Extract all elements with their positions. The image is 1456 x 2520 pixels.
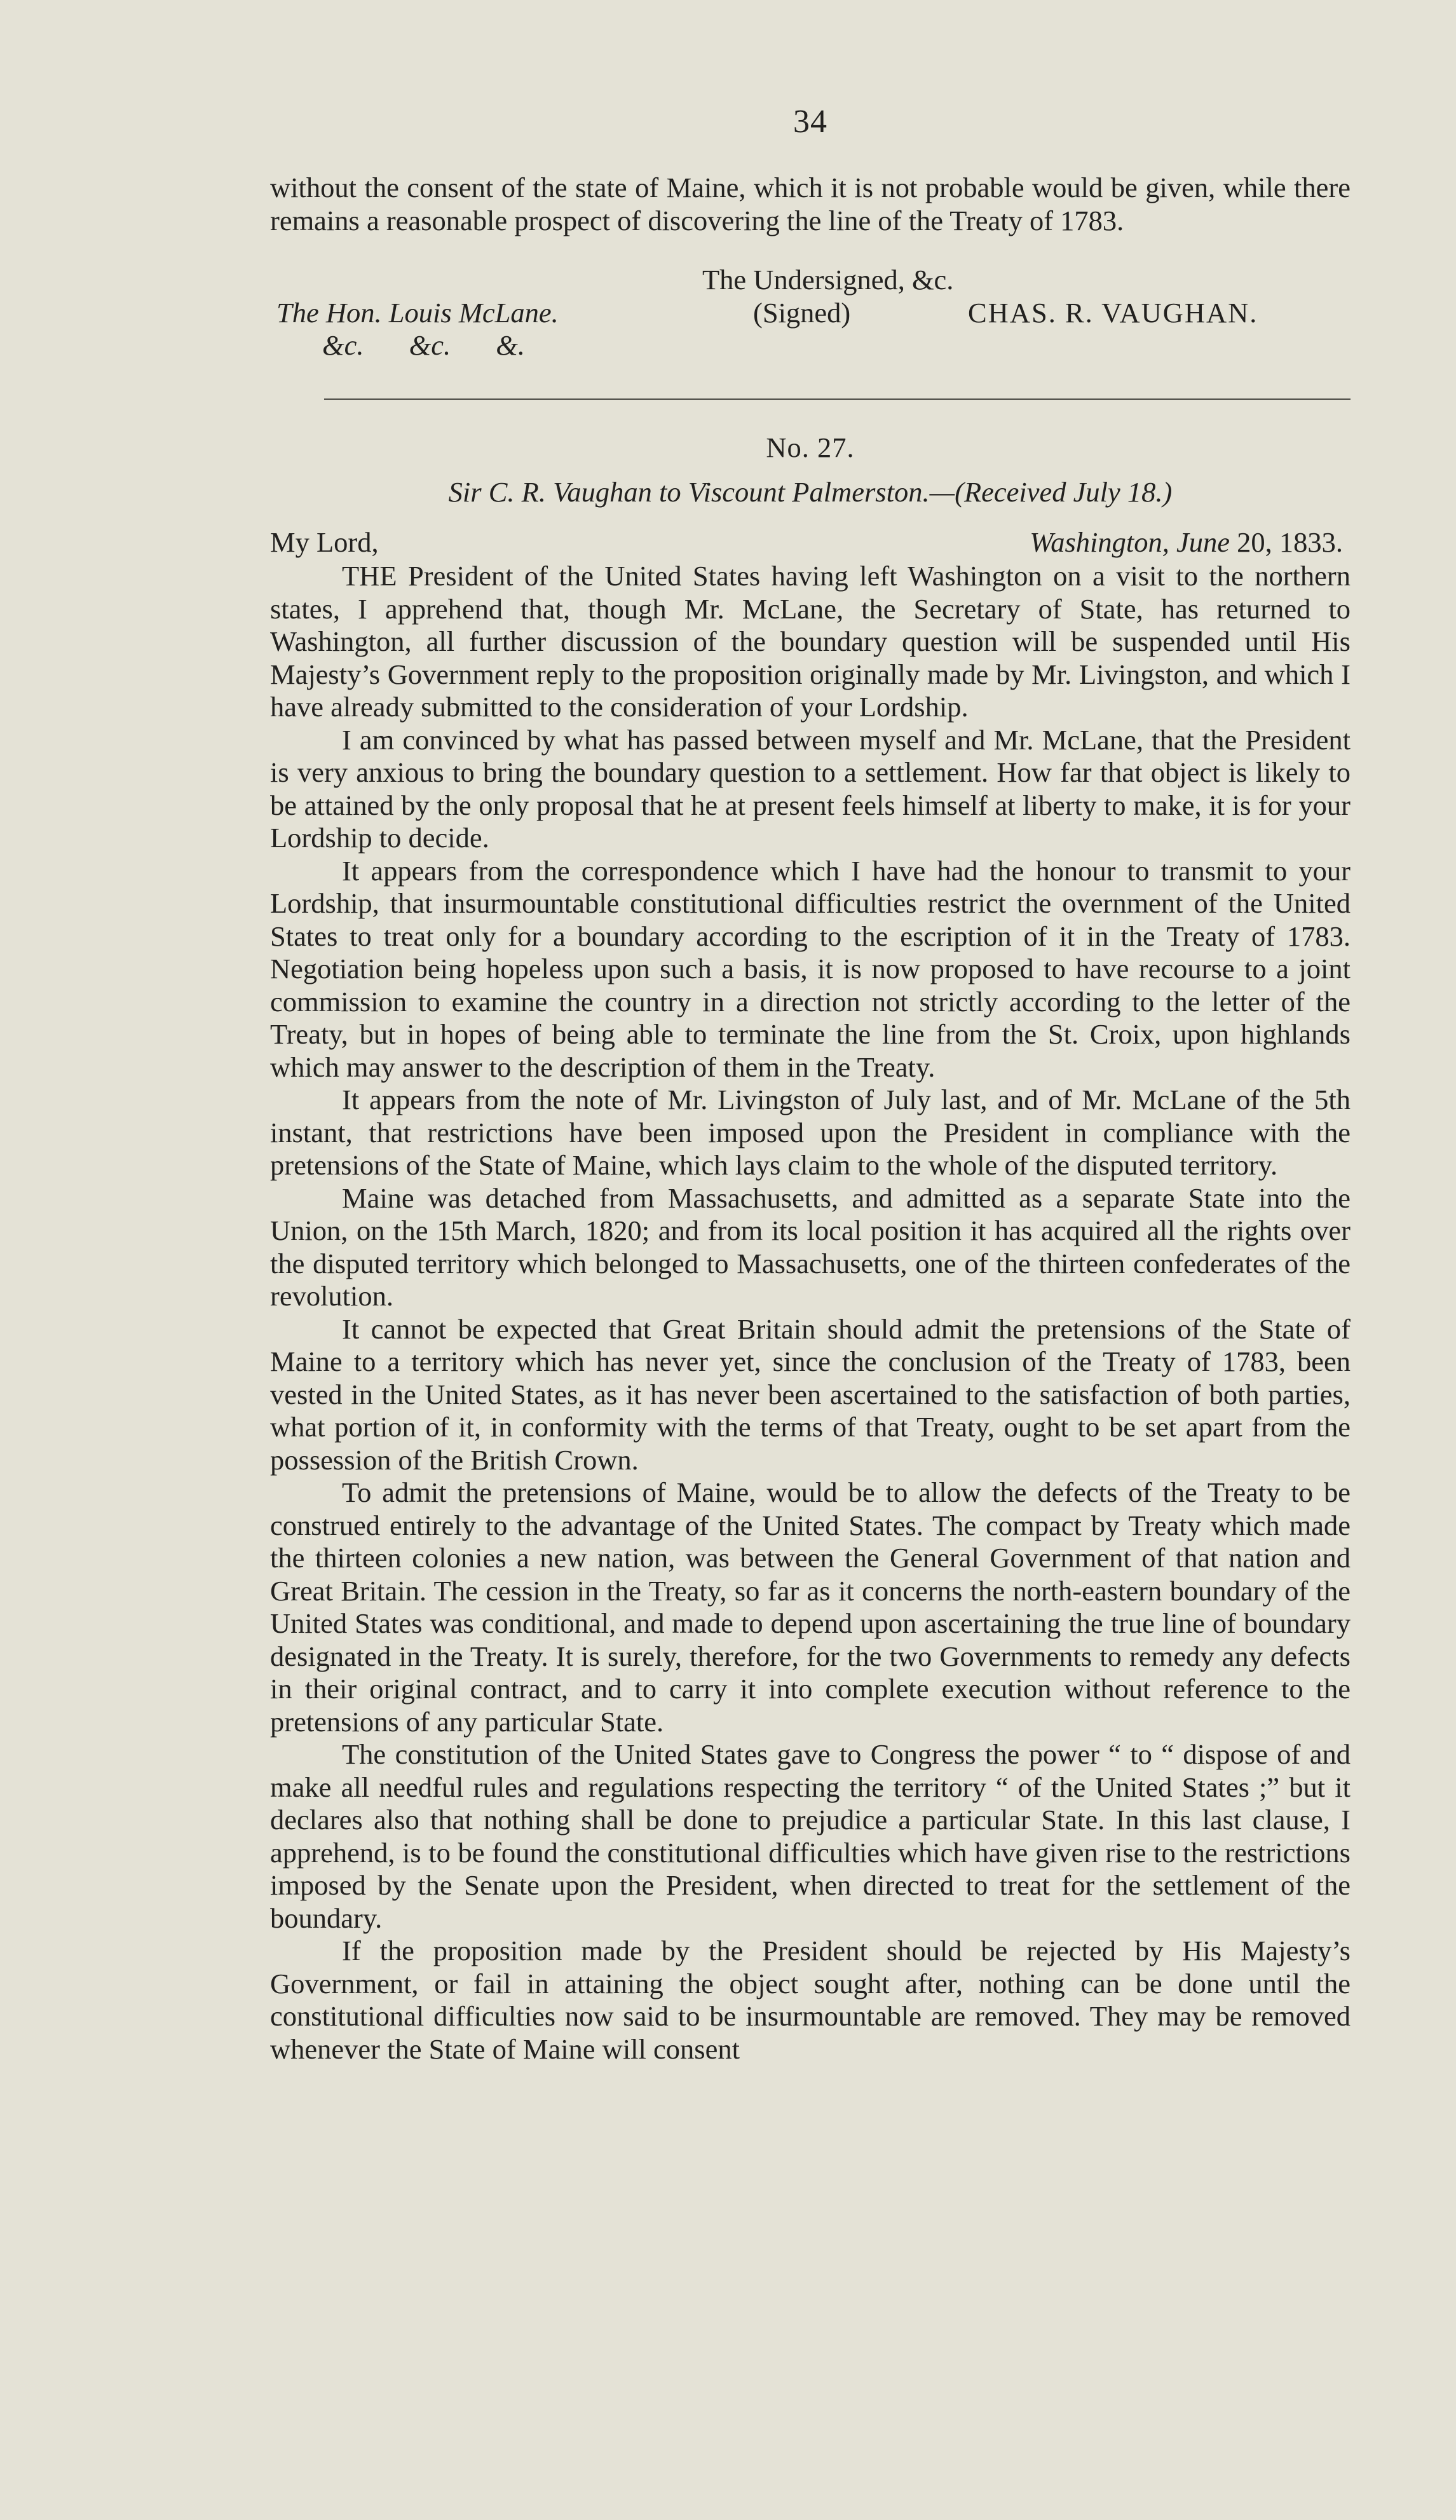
- dateline: [1030, 526, 1343, 559]
- closing-signed-label: (Signed): [753, 297, 851, 329]
- letter-paragraph: THE President of the United States having left Washington on a visit to the northern states, I apprehend that, though Mr. McLane, the Secretary of State, has returned to Washington, all further discussion of the boundary question will be suspended until His Majesty’s Government reply to the proposition originally made by Mr. Livingston, and which I have already submitted to the consideration of your Lordship.: [270, 560, 1351, 723]
- letter-paragraph: It appears from the note of Mr. Livingston of July last, and of Mr. McLane of the 5th instant, that restrictions have been imposed upon the President in compliance with the pretensions of the State of Maine, which lays claim to the whole of the disputed territory.: [270, 1084, 1351, 1181]
- letter-paragraph: It cannot be expected that Great Britain should admit the pretensions of the State of Maine to a territory which has never yet, since the conclusion of the Treaty of 1783, been vested in the United States, as it has never been ascertained to the satisfaction of both parties, what portion of it, in conformity with the terms of that Treaty, ought to be set apart from the possession of the British Crown.: [270, 1312, 1351, 1476]
- closing-undersigned: The Undersigned, &c.: [702, 264, 954, 296]
- letter-paragraph: The constitution of the United States gave to Congress the power “ to “ dispose of and make all needful rules and regulations respecting the territory “ of the United States ;” but it declares also that nothing shall be done to prejudice a particular State. In this last clause, I apprehend, is to be found the constitutional difficulties which have given rise to the restrictions imposed by the Senate upon the President, when directed to treat for the settlement of the boundary.: [270, 1738, 1351, 1934]
- dateline-place: Washington, June: [1030, 526, 1230, 558]
- closing-signatory: CHAS. R. VAUGHAN.: [968, 297, 1258, 329]
- letter-paragraph: If the proposition made by the President should be rejected by His Majesty’s Government, or fail in attaining the object sought after, nothing can be done until the constitutional difficulties now said to be insurmountable are removed. They may be removed whenever the State of Maine will consent: [270, 1935, 1351, 2065]
- section-divider: [324, 398, 1351, 400]
- letter-paragraph: To admit the pretensions of Maine, would be to allow the defects of the Treaty to be construed entirely to the advantage of the United States. The compact by Treaty which made the thirteen colonies a new nation, was between the General Government of that nation and Great Britain. The cession in the Treaty, so far as it concerns the north-eastern boundary of the United States was conditional, and made to depend upon ascertaining the true line of boundary designated in the Treaty. It is surely, therefore, for the two Governments to remedy any defects in their original contract, and to carry it into complete execution without reference to the pretensions of any particular State.: [270, 1476, 1351, 1738]
- dateline-date: 20, 1833.: [1237, 526, 1343, 558]
- letter-body: [270, 560, 1351, 2066]
- continuation-paragraph: without the consent of the state of Maine, which it is not probable would be given, while there remains a reasonable prospect of discovering the line of the Treaty of 1783.: [270, 172, 1351, 236]
- continuation-text: [270, 172, 1351, 237]
- document-heading: Sir C. R. Vaughan to Viscount Palmerston.—(Received July 18.): [448, 476, 1173, 508]
- letter-paragraph: I am convinced by what has passed between myself and Mr. McLane, that the President is very anxious to bring the boundary question to a settlement. How far that object is likely to be attained by the only proposal that he at present feels himself at liberty to make, it is for your Lordship to decide.: [270, 723, 1351, 854]
- letter-paragraph: It appears from the correspondence which I have had the honour to transmit to your Lordship, that insurmountable constitutional difficulties restrict the overnment of the United States to treat only for a boundary according to the escription of it in the Treaty of 1783. Negotiation being hopeless upon such a basis, it is now proposed to have recourse to a joint commission to examine the country in a direction not strictly according to the letter of the Treaty, but in hopes of being able to terminate the line from the St. Croix, upon highlands which may answer to the description of them in the Treaty.: [270, 854, 1351, 1083]
- letter-paragraph: Maine was detached from Massachusetts, and admitted as a separate State into the Union, on the 15th March, 1820; and from its local position it has acquired all the rights over the disputed territory which belonged to Massachusetts, one of the thirteen confederates of the revolution.: [270, 1182, 1351, 1312]
- salutation-row: [270, 526, 1351, 559]
- page-number: 34: [793, 104, 827, 140]
- closing-addressee: The Hon. Louis McLane.: [276, 297, 559, 329]
- salutation: My Lord,: [270, 526, 379, 558]
- document-number: No. 27.: [766, 432, 855, 463]
- closing-etc: &c. &c. &.: [322, 329, 525, 361]
